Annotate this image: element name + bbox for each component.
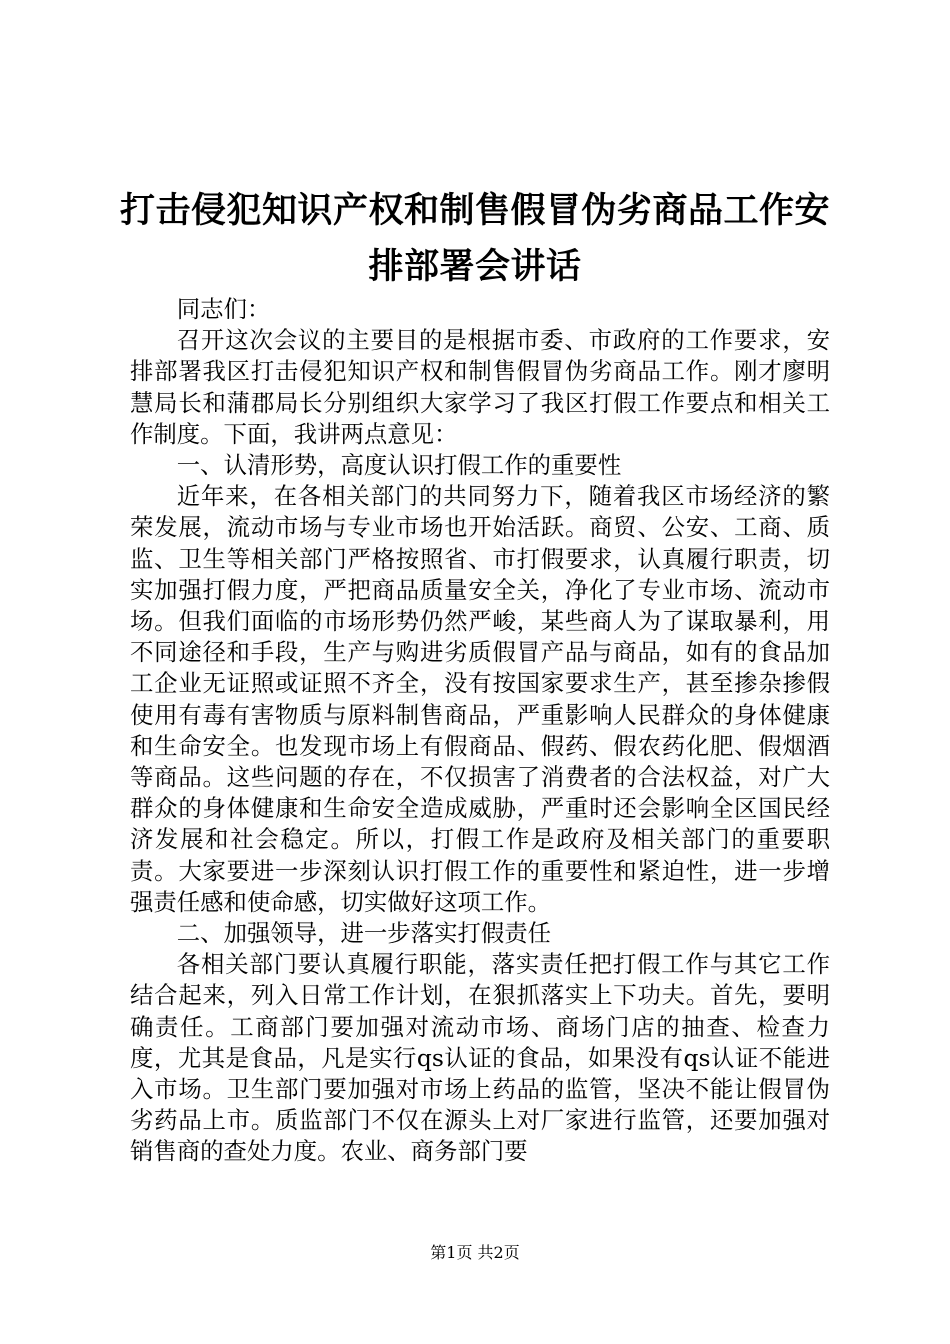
page-title	[110, 183, 840, 295]
section-heading-1: 一、认清形势，高度认识打假工作的重要性	[176, 451, 622, 480]
title-line-1: 打击侵犯知识产权和制售假冒伪劣商品工作安	[119, 191, 830, 232]
greeting-paragraph: 同志们：	[176, 295, 271, 323]
page-footer: 第1页 共2页	[430, 1243, 520, 1262]
section-2-paragraph: 各相关部门要认真履行职能，落实责任把打假工作与其它工作结合起来，列入日常工作计划，在狠抓落实上下功夫。首先，要明确责任。工商部门要加强对流动市场、商场门店的抽查、检查力度，尤其是食品，凡是实行qs认证的食品，如果没有qs认证不能进入市场。卫生部门要加强对市场上药品的监管，坚决不能让假冒伪劣药品上市。质监部门不仅在源头上对厂家进行监管，还要加强对销售商的查处力度。农业、商务部门要	[130, 950, 830, 1166]
document-body	[130, 294, 830, 1168]
intro-paragraph: 召开这次会议的主要目的是根据市委、市政府的工作要求，安排部署我区打击侵犯知识产权和制售假冒伪劣商品工作。刚才廖明慧局长和蒲郡局长分别组织大家学习了我区打假工作要点和相关工作制度。下面，我讲两点意见：	[130, 326, 830, 448]
section-heading-2: 二、加强领导，进一步落实打假责任	[176, 919, 552, 948]
section-1-paragraph: 近年来，在各相关部门的共同努力下，随着我区市场经济的繁荣发展，流动市场与专业市场也开始活跃。商贸、公安、工商、质监、卫生等相关部门严格按照省、市打假要求，认真履行职责，切实加强打假力度，严把商品质量安全关，净化了专业市场、流动市场。但我们面临的市场形势仍然严峻，某些商人为了谋取暴利，用不同途径和手段，生产与购进劣质假冒产品与商品，如有的食品加工企业无证照或证照不齐全，没有按国家要求生产，甚至掺杂掺假使用有毒有害物质与原料制售商品，严重影响人民群众的身体健康和生命安全。也发现市场上有假商品、假药、假农药化肥、假烟酒等商品。这些问题的存在，不仅损害了消费者的合法权益，对广大群众的身体健康和生命安全造成威胁，严重时还会影响全区国民经济发展和社会稳定。所以，打假工作是政府及相关部门的重要职责。大家要进一步深刻认识打假工作的重要性和紧迫性，进一步增强责任感和使命感，切实做好这项工作。	[130, 482, 830, 916]
title-line-2: 排部署会讲话	[368, 247, 582, 288]
